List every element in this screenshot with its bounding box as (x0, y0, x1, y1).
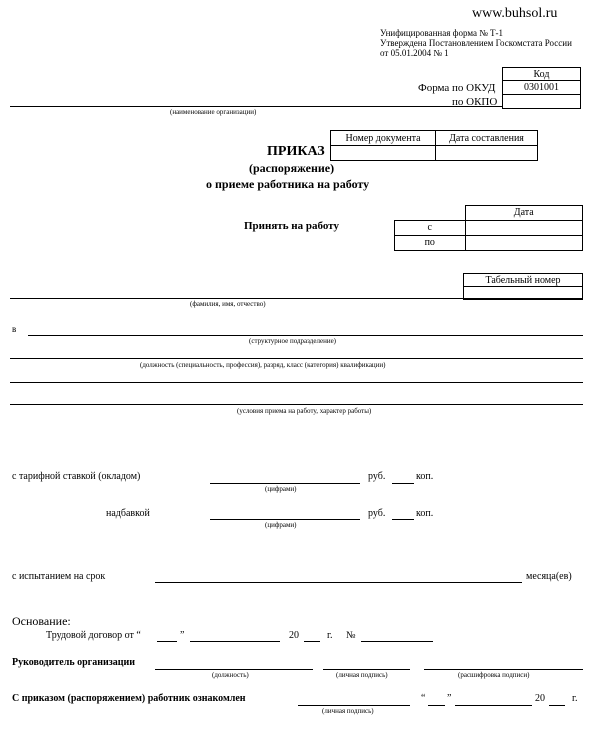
contract-year-line[interactable] (304, 641, 320, 642)
ack-signature-caption: (личная подпись) (322, 707, 374, 715)
position-line[interactable] (10, 358, 583, 359)
position-line-2[interactable] (10, 382, 583, 383)
probation-label: с испытанием на срок (12, 571, 106, 582)
ack-year-suffix: г. (572, 693, 578, 704)
contract-number-line[interactable] (361, 641, 433, 642)
ack-day-line[interactable] (428, 705, 445, 706)
title-disposition: (распоряжение) (249, 161, 335, 175)
contract-number-label: № (346, 630, 356, 641)
kop-label-1: коп. (416, 471, 434, 482)
fio-line[interactable] (10, 298, 583, 299)
okpo-value[interactable] (503, 95, 581, 109)
rub-label-2: руб. (368, 508, 386, 519)
ack-label: С приказом (распоряжением) работник ознакомлен (12, 693, 246, 704)
okud-label: Форма по ОКУД (418, 82, 496, 94)
kop-line-2[interactable] (392, 519, 414, 520)
bonus-line[interactable] (210, 519, 360, 520)
unit-caption: (структурное подразделение) (249, 337, 337, 345)
contract-quote-close: ” (180, 630, 185, 641)
ack-year-prefix: 20 (535, 693, 545, 704)
unit-line[interactable] (28, 335, 583, 336)
hire-date-header: Дата (465, 206, 583, 221)
form-line-2: Утверждена Постановлением Госкомстата России (380, 38, 572, 48)
head-signature-line[interactable] (323, 669, 410, 670)
kop-line-1[interactable] (392, 483, 414, 484)
head-decode-line[interactable] (424, 669, 583, 670)
contract-year-suffix: г. (327, 630, 333, 641)
position-caption: (должность (специальность, профессия), разряд, класс (категория) квалификации) (140, 361, 386, 369)
ack-quote-close: ” (447, 693, 452, 704)
head-signature-caption: (личная подпись) (336, 671, 388, 679)
head-label: Руководитель организации (12, 657, 136, 668)
digits-caption-2: (цифрами) (265, 521, 297, 529)
digits-caption-1: (цифрами) (265, 485, 297, 493)
org-caption: (наименование организации) (170, 108, 257, 116)
doc-table (330, 130, 538, 161)
code-table (502, 67, 581, 109)
hire-from-label: с (395, 220, 466, 235)
head-position-caption: (должность) (212, 671, 249, 679)
conditions-line[interactable] (10, 404, 583, 405)
hire-to-label: по (395, 235, 466, 250)
rate-line[interactable] (210, 483, 360, 484)
tab-number-header: Табельный номер (464, 274, 583, 287)
rub-label-1: руб. (368, 471, 386, 482)
form-line-3: от 05.01.2004 № 1 (380, 48, 449, 58)
probation-unit: месяца(ев) (526, 571, 572, 582)
doc-number-header: Номер документа (331, 131, 436, 146)
contract-month-line[interactable] (190, 641, 280, 642)
contract-year-prefix: 20 (289, 630, 299, 641)
hire-label: Принять на работу (244, 220, 339, 232)
rate-label: с тарифной ставкой (окладом) (12, 471, 141, 482)
fio-caption: (фамилия, имя, отчество) (190, 300, 266, 308)
okud-value[interactable]: 0301001 (503, 81, 581, 95)
tab-number-table (463, 273, 583, 300)
head-position-line[interactable] (155, 669, 313, 670)
doc-date-header: Дата составления (436, 131, 538, 146)
form-line-1: Унифицированная форма № Т-1 (380, 28, 504, 38)
probation-line[interactable] (155, 582, 522, 583)
doc-number-value[interactable] (331, 146, 436, 161)
in-label: в (12, 324, 17, 334)
title-order: ПРИКАЗ (267, 144, 325, 159)
title-subject: о приеме работника на работу (206, 177, 370, 191)
contract-label: Трудовой договор от “ (46, 630, 141, 641)
ack-month-line[interactable] (455, 705, 532, 706)
basis-label: Основание: (12, 614, 71, 628)
ack-quote-open: “ (421, 693, 426, 704)
head-decode-caption: (расшифровка подписи) (458, 671, 530, 679)
bonus-label: надбавкой (106, 508, 150, 519)
hire-date-table (394, 205, 583, 251)
kop-label-2: коп. (416, 508, 434, 519)
code-header: Код (503, 68, 581, 81)
conditions-caption: (условия приема на работу, характер работы) (237, 407, 372, 415)
hire-from-date[interactable] (465, 220, 583, 235)
doc-date-value[interactable] (436, 146, 538, 161)
org-name-line[interactable] (10, 106, 502, 107)
hire-blank (395, 206, 466, 221)
site-url: www.buhsol.ru (472, 6, 558, 21)
ack-year-line[interactable] (549, 705, 565, 706)
okpo-label: по ОКПО (452, 96, 498, 108)
hire-to-date[interactable] (465, 235, 583, 250)
ack-signature-line[interactable] (298, 705, 410, 706)
contract-day-line[interactable] (157, 641, 177, 642)
